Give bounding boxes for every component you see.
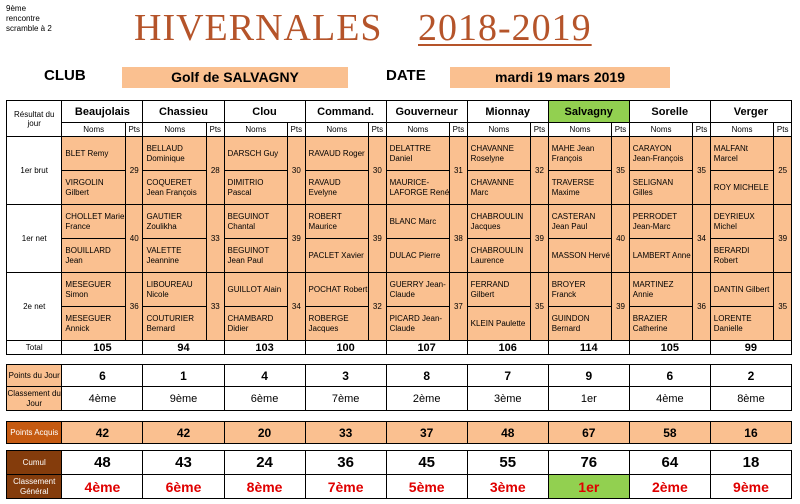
pts-header: Pts bbox=[126, 123, 143, 137]
pts-header: Pts bbox=[207, 123, 224, 137]
noms-header: Noms bbox=[629, 123, 693, 137]
date-label: DATE bbox=[386, 67, 426, 84]
general-rank-value: 8ème bbox=[224, 475, 305, 499]
player-name: DANTIN Gilbert bbox=[710, 273, 774, 307]
day-points-value: 6 bbox=[629, 365, 710, 387]
player-name: LAMBERT Anne bbox=[629, 239, 693, 273]
cumul-value: 55 bbox=[467, 451, 548, 475]
player-name: TRAVERSE Maxime bbox=[548, 171, 612, 205]
note-line-3: scramble à 2 bbox=[6, 24, 52, 33]
noms-header: Noms bbox=[224, 123, 288, 137]
player-name: CHAMBARD Didier bbox=[224, 307, 288, 341]
day-points-value: 6 bbox=[62, 365, 143, 387]
club-header: Salvagny bbox=[548, 101, 629, 123]
day-points-value: 1 bbox=[143, 365, 224, 387]
club-value: Golf de SALVAGNY bbox=[122, 67, 348, 88]
cumul-value: 24 bbox=[224, 451, 305, 475]
player-name: POCHAT Robert bbox=[305, 273, 369, 307]
results-table bbox=[6, 100, 792, 355]
day-rank-value: 7ème bbox=[305, 387, 386, 411]
acquired-points-value: 67 bbox=[548, 422, 629, 444]
player-name: GUINDON Bernard bbox=[548, 307, 612, 341]
cumul-label: Cumul bbox=[7, 451, 62, 475]
acquired-points-value: 37 bbox=[386, 422, 467, 444]
player-name: PACLET Xavier bbox=[305, 239, 369, 273]
player-name: MALFANt Marcel bbox=[710, 137, 774, 171]
note-line-1: 9ème bbox=[6, 4, 27, 13]
player-name: ROBERGE Jacques bbox=[305, 307, 369, 341]
team-points: 36 bbox=[693, 273, 710, 341]
player-name: LIBOUREAU Nicole bbox=[143, 273, 207, 307]
pts-header: Pts bbox=[450, 123, 467, 137]
day-rank-value: 6ème bbox=[224, 387, 305, 411]
cumul-value: 64 bbox=[629, 451, 710, 475]
cumul-value: 36 bbox=[305, 451, 386, 475]
day-points-value: 8 bbox=[386, 365, 467, 387]
team-points: 32 bbox=[369, 273, 386, 341]
day-rank-value: 2ème bbox=[386, 387, 467, 411]
player-name: VIRGOLIN Gilbert bbox=[62, 171, 126, 205]
general-ranking-table bbox=[6, 450, 792, 499]
club-header: Gouverneur bbox=[386, 101, 467, 123]
player-name: ROBERT Maurice bbox=[305, 205, 369, 239]
player-name: DEYRIEUX Michel bbox=[710, 205, 774, 239]
team-points: 33 bbox=[207, 273, 224, 341]
club-label: CLUB bbox=[44, 67, 86, 84]
acquired-points-table bbox=[6, 421, 792, 444]
noms-header: Noms bbox=[305, 123, 369, 137]
team-points: 35 bbox=[612, 137, 629, 205]
general-rank-value: 1er bbox=[548, 475, 629, 499]
player-name: BLET Remy bbox=[62, 137, 126, 171]
team-points: 35 bbox=[774, 273, 792, 341]
club-header: Mionnay bbox=[467, 101, 548, 123]
note-line-2: rencontre bbox=[6, 14, 40, 23]
day-rank-value: 4ème bbox=[62, 387, 143, 411]
acquired-points-label: Points Acquis bbox=[7, 422, 62, 444]
pts-header: Pts bbox=[369, 123, 386, 137]
player-name: PERRODET Jean-Marc bbox=[629, 205, 693, 239]
player-name: BRAZIER Catherine bbox=[629, 307, 693, 341]
day-rank-value: 4ème bbox=[629, 387, 710, 411]
club-header: Chassieu bbox=[143, 101, 224, 123]
player-name: RAVAUD Evelyne bbox=[305, 171, 369, 205]
club-header: Verger bbox=[710, 101, 791, 123]
team-points: 25 bbox=[774, 137, 792, 205]
player-name: CHOLLET Marie France bbox=[62, 205, 126, 239]
player-name: CARAYON Jean-François bbox=[629, 137, 693, 171]
player-name: CHAVANNE Roselyne bbox=[467, 137, 531, 171]
total-value: 105 bbox=[629, 341, 710, 355]
player-name: VALETTE Jeannine bbox=[143, 239, 207, 273]
pts-header: Pts bbox=[288, 123, 305, 137]
team-points: 37 bbox=[450, 273, 467, 341]
day-rank-label: Classement du Jour bbox=[7, 387, 62, 411]
player-name: MARTINEZ Annie bbox=[629, 273, 693, 307]
player-name: DELATTRE Daniel bbox=[386, 137, 450, 171]
player-name: BERARDI Robert bbox=[710, 239, 774, 273]
player-name: KLEIN Paulette bbox=[467, 307, 531, 341]
player-name: SELIGNAN Gilles bbox=[629, 171, 693, 205]
team-points: 38 bbox=[450, 205, 467, 273]
day-rank-value: 3ème bbox=[467, 387, 548, 411]
cumul-value: 48 bbox=[62, 451, 143, 475]
row-label: 1er brut bbox=[7, 137, 62, 205]
general-rank-value: 2ème bbox=[629, 475, 710, 499]
total-value: 106 bbox=[467, 341, 548, 355]
player-name: BROYER Franck bbox=[548, 273, 612, 307]
club-header: Clou bbox=[224, 101, 305, 123]
day-points-value: 4 bbox=[224, 365, 305, 387]
player-name: MESEGUER Annick bbox=[62, 307, 126, 341]
noms-header: Noms bbox=[143, 123, 207, 137]
player-name: ROY MICHELE bbox=[710, 171, 774, 205]
player-name: PICARD Jean-Claude bbox=[386, 307, 450, 341]
player-name: MAURICE-LAFORGE René bbox=[386, 171, 450, 205]
acquired-points-value: 42 bbox=[143, 422, 224, 444]
player-name: BEGUINOT Chantal bbox=[224, 205, 288, 239]
total-label: Total bbox=[7, 341, 62, 355]
round-note bbox=[6, 4, 52, 34]
day-rank-value: 1er bbox=[548, 387, 629, 411]
club-header: Beaujolais bbox=[62, 101, 143, 123]
team-points: 40 bbox=[126, 205, 143, 273]
team-points: 35 bbox=[693, 137, 710, 205]
pts-header: Pts bbox=[531, 123, 548, 137]
team-points: 28 bbox=[207, 137, 224, 205]
total-value: 107 bbox=[386, 341, 467, 355]
acquired-points-value: 48 bbox=[467, 422, 548, 444]
team-points: 34 bbox=[288, 273, 305, 341]
general-rank-value: 6ème bbox=[143, 475, 224, 499]
club-header: Sorelle bbox=[629, 101, 710, 123]
team-points: 36 bbox=[126, 273, 143, 341]
player-name: GUERRY Jean-Claude bbox=[386, 273, 450, 307]
general-rank-label: Classement Général bbox=[7, 475, 62, 499]
general-rank-value: 3ème bbox=[467, 475, 548, 499]
player-name: GAUTIER Zoulikha bbox=[143, 205, 207, 239]
team-points: 33 bbox=[207, 205, 224, 273]
page-title: HIVERNALES bbox=[134, 7, 383, 49]
day-rank-value: 8ème bbox=[710, 387, 791, 411]
day-rank-value: 9ème bbox=[143, 387, 224, 411]
pts-header: Pts bbox=[693, 123, 710, 137]
day-points-label: Points du Jour bbox=[7, 365, 62, 387]
player-name: CHABROULIN Jacques bbox=[467, 205, 531, 239]
team-points: 39 bbox=[774, 205, 792, 273]
team-points: 31 bbox=[450, 137, 467, 205]
team-points: 29 bbox=[126, 137, 143, 205]
cumul-value: 76 bbox=[548, 451, 629, 475]
player-name: DIMITRIO Pascal bbox=[224, 171, 288, 205]
player-name: BLANC Marc bbox=[386, 205, 450, 239]
player-name: DULAC Pierre bbox=[386, 239, 450, 273]
total-value: 94 bbox=[143, 341, 224, 355]
noms-header: Noms bbox=[467, 123, 531, 137]
day-points-value: 7 bbox=[467, 365, 548, 387]
player-name: COQUERET Jean François bbox=[143, 171, 207, 205]
total-value: 105 bbox=[62, 341, 143, 355]
day-points-value: 9 bbox=[548, 365, 629, 387]
general-rank-value: 9ème bbox=[710, 475, 791, 499]
acquired-points-value: 33 bbox=[305, 422, 386, 444]
player-name: MAHE Jean François bbox=[548, 137, 612, 171]
team-points: 39 bbox=[612, 273, 629, 341]
pts-header: Pts bbox=[612, 123, 629, 137]
player-name: BELLAUD Dominique bbox=[143, 137, 207, 171]
player-name: BOUILLARD Jean bbox=[62, 239, 126, 273]
row-label: 2e net bbox=[7, 273, 62, 341]
noms-header: Noms bbox=[710, 123, 774, 137]
player-name: FERRAND Gilbert bbox=[467, 273, 531, 307]
acquired-points-value: 16 bbox=[710, 422, 791, 444]
acquired-points-value: 42 bbox=[62, 422, 143, 444]
cumul-value: 45 bbox=[386, 451, 467, 475]
team-points: 30 bbox=[288, 137, 305, 205]
date-value: mardi 19 mars 2019 bbox=[450, 67, 670, 88]
day-points-value: 2 bbox=[710, 365, 791, 387]
team-points: 34 bbox=[693, 205, 710, 273]
general-rank-value: 5ème bbox=[386, 475, 467, 499]
season-title: 2018-2019 bbox=[418, 7, 592, 49]
total-value: 99 bbox=[710, 341, 791, 355]
team-points: 30 bbox=[369, 137, 386, 205]
total-value: 114 bbox=[548, 341, 629, 355]
player-name: DARSCH Guy bbox=[224, 137, 288, 171]
noms-header: Noms bbox=[548, 123, 612, 137]
total-value: 103 bbox=[224, 341, 305, 355]
day-ranking-table bbox=[6, 364, 792, 411]
cumul-value: 43 bbox=[143, 451, 224, 475]
noms-header: Noms bbox=[62, 123, 126, 137]
day-points-value: 3 bbox=[305, 365, 386, 387]
player-name: CHAVANNE Marc bbox=[467, 171, 531, 205]
general-rank-value: 7ème bbox=[305, 475, 386, 499]
cumul-value: 18 bbox=[710, 451, 791, 475]
player-name: COUTURIER Bernard bbox=[143, 307, 207, 341]
club-header: Command. bbox=[305, 101, 386, 123]
corner-header: Résultat du jour bbox=[7, 101, 62, 137]
team-points: 39 bbox=[531, 205, 548, 273]
player-name: MESEGUER Simon bbox=[62, 273, 126, 307]
player-name: RAVAUD Roger bbox=[305, 137, 369, 171]
team-points: 35 bbox=[531, 273, 548, 341]
acquired-points-value: 20 bbox=[224, 422, 305, 444]
team-points: 39 bbox=[369, 205, 386, 273]
noms-header: Noms bbox=[386, 123, 450, 137]
pts-header: Pts bbox=[774, 123, 792, 137]
player-name: GUILLOT Alain bbox=[224, 273, 288, 307]
player-name: CHABROULIN Laurence bbox=[467, 239, 531, 273]
acquired-points-value: 58 bbox=[629, 422, 710, 444]
general-rank-value: 4ème bbox=[62, 475, 143, 499]
player-name: BEGUINOT Jean Paul bbox=[224, 239, 288, 273]
player-name: MASSON Hervé bbox=[548, 239, 612, 273]
team-points: 39 bbox=[288, 205, 305, 273]
total-value: 100 bbox=[305, 341, 386, 355]
team-points: 40 bbox=[612, 205, 629, 273]
player-name: CASTERAN Jean Paul bbox=[548, 205, 612, 239]
team-points: 32 bbox=[531, 137, 548, 205]
player-name: LORENTE Danielle bbox=[710, 307, 774, 341]
row-label: 1er net bbox=[7, 205, 62, 273]
